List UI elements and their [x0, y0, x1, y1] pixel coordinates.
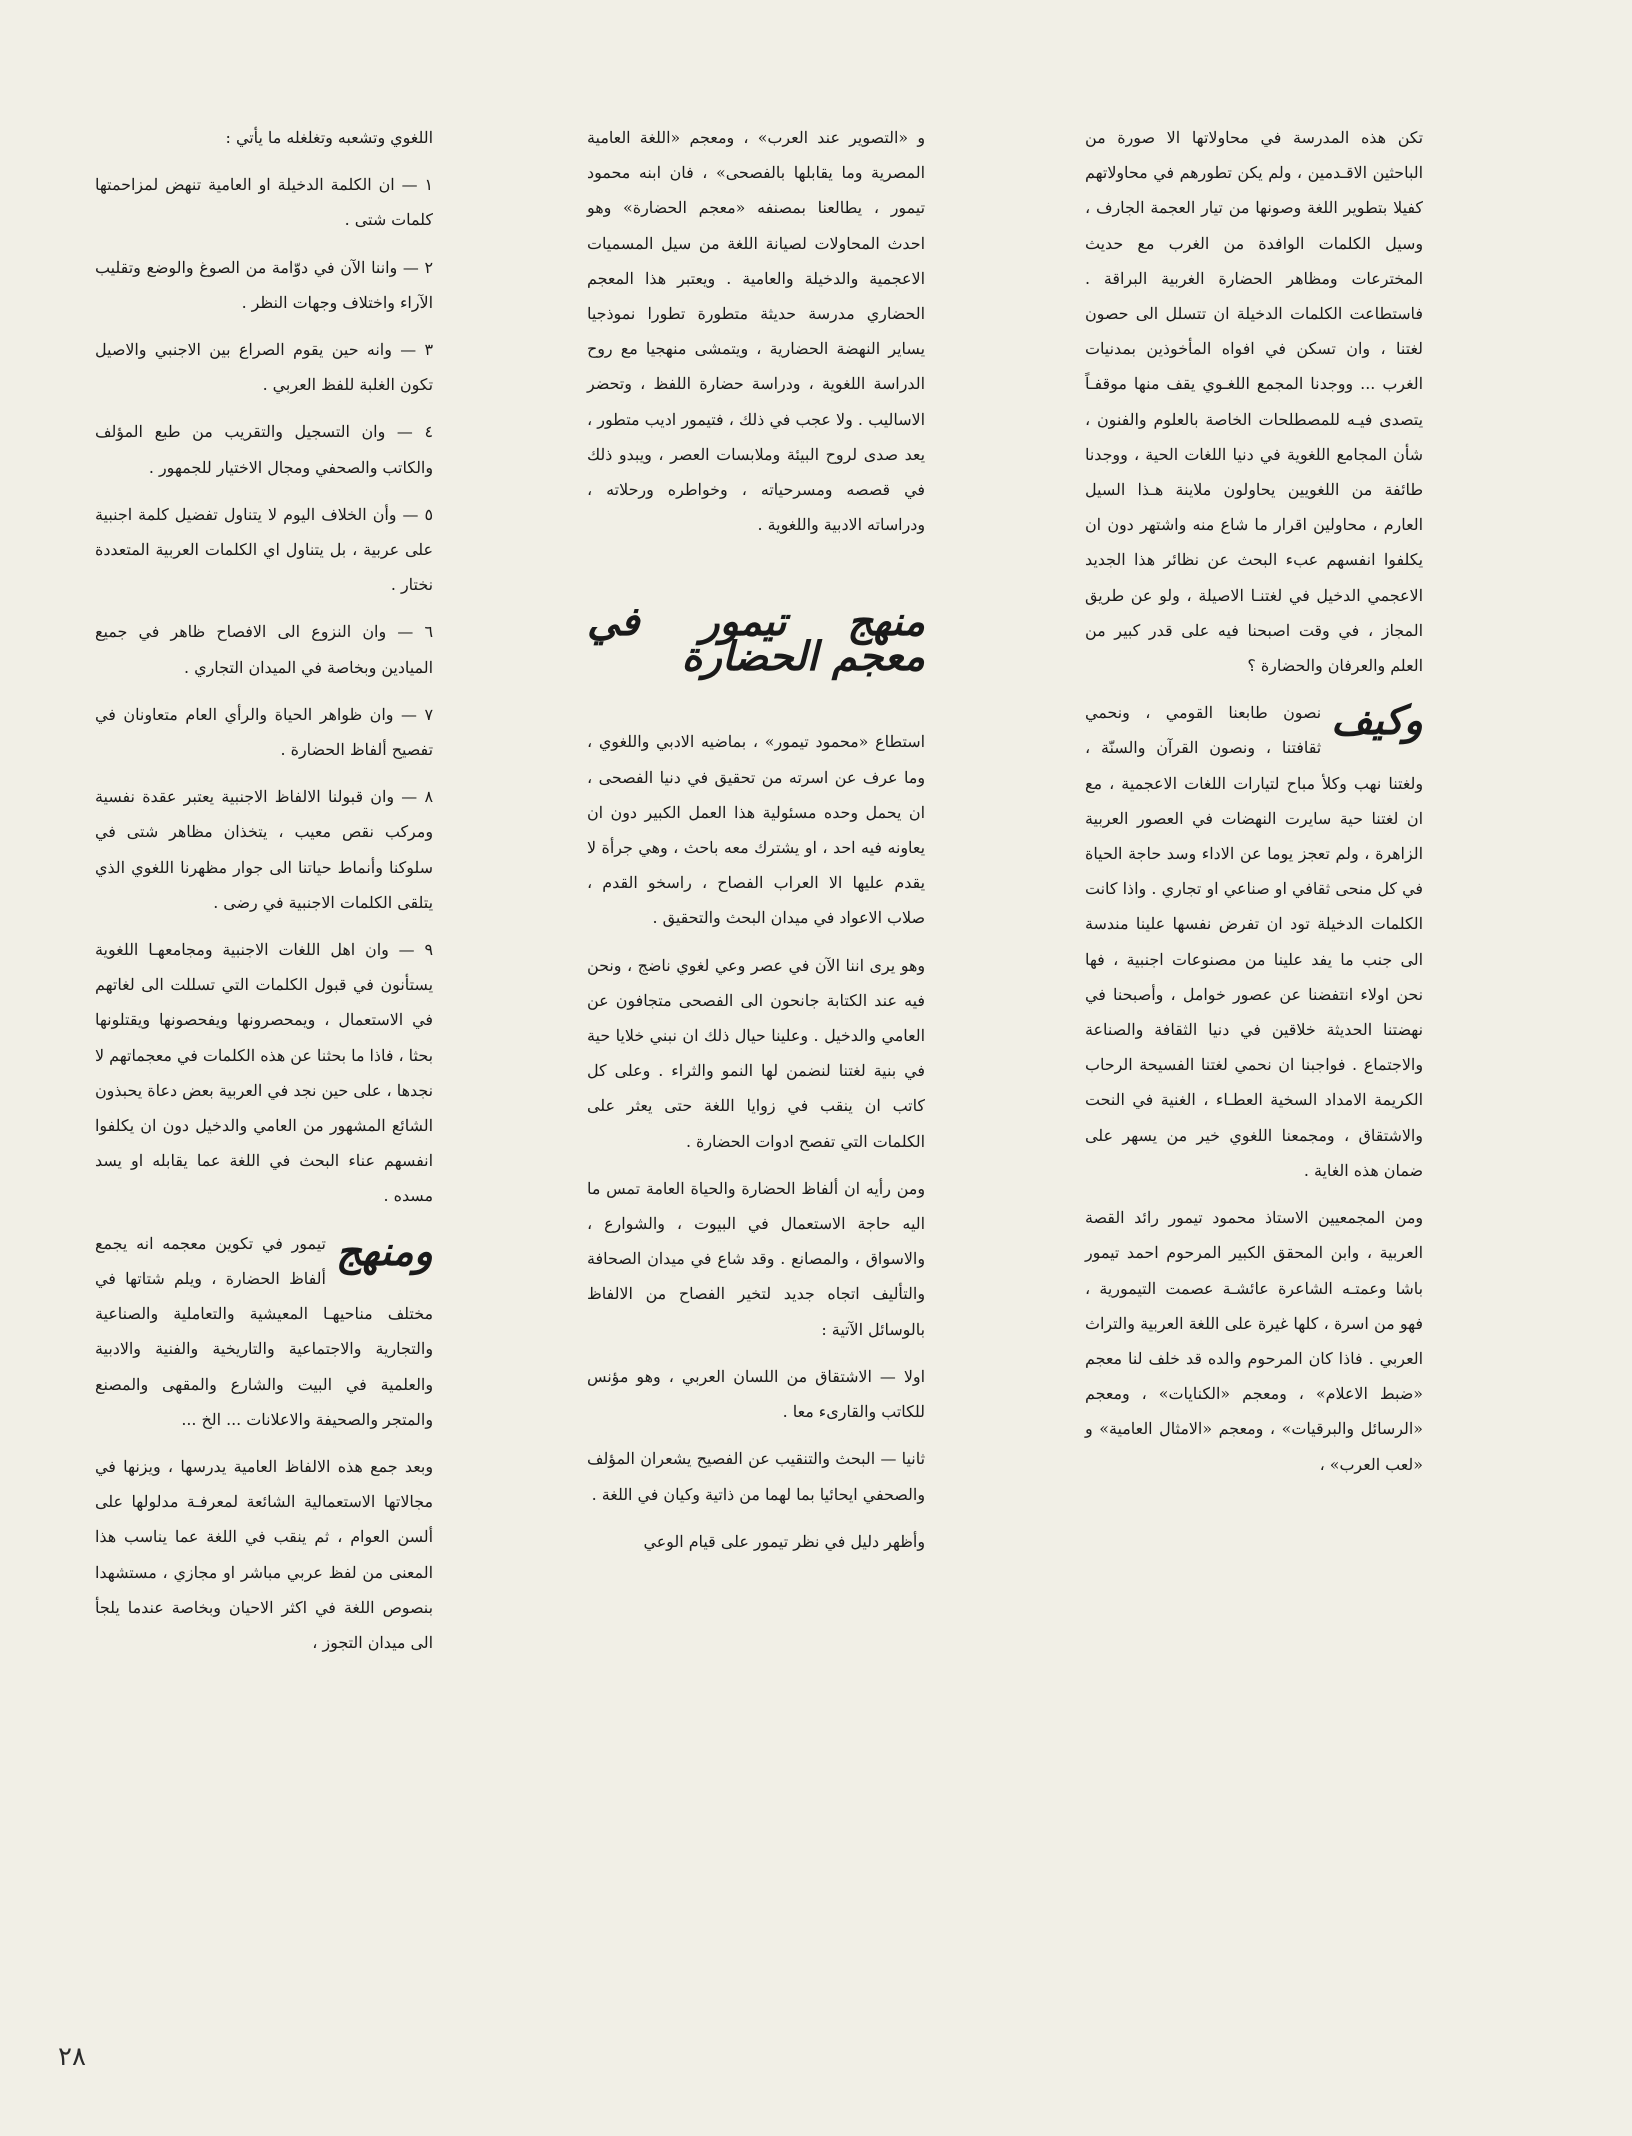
list-item: ٣ — وانه حين يقوم الصراع بين الاجنبي والاصيل تكون الغلبة للفظ العربي .: [95, 340, 433, 395]
list-item: ٧ — وان ظواهر الحياة والرأي العام متعاونان في تفصيح ألفاظ الحضارة .: [95, 704, 433, 760]
paragraph: استطاع «محمود تيمور» ، بماضيه الادبي واللغوي ، وما عرف عن اسرته من تحقيق في دنيا الفصحى ، ان يحمل وحده مسئولية هذا العمل الكبير دون ان يعاونه فيه احد ، او يشترك معه باحث ، وهي جرأة لا يقدم عليها الا العراب الفصاح ، راسخو القدم ، صلاب الاعواد في ميدان البحث والتحقيق .: [587, 732, 925, 928]
paragraph: [95, 1226, 433, 1437]
paragraph: ومن المجمعيين الاستاذ محمود تيمور رائد القصة العربية ، وابن المحقق الكبير المرحوم احمد تيمور باشا وعمتـه الشاعرة عائشـة عصمت التيمورية ، فهو من اسرة ، كلها غيرة على اللغة العربية والتراث العربي . فاذا كان المرحوم والده قد خلف لنا معجم «ضبط الاعلام» ، ومعجم «الكنايات» ، ومعجم «الرسائل والبرقيات» ، ومعجم «الامثال العامية» و «لعب العرب» ،: [1085, 1208, 1423, 1474]
paragraph: اولا — الاشتقاق من اللسان العربي ، وهو مؤنس للكاتب والقارىء معا .: [587, 1366, 925, 1422]
middle-column: [587, 120, 925, 1559]
section-heading: منهج تيمور في معجم الحضارة: [587, 598, 925, 681]
paragraph: وهو يرى اننا الآن في عصر وعي لغوي ناضج ، ونحن فيه عند الكتابة جانحون الى الفصحى متجافون عن العامي والدخيل . وعلينا حيال ذلك ان نبني خلايا حية في بنية لغتنا لنضمن لها النمو والثراء . وعلى كل كاتب ان ينقب في زوايا اللغة حتى يعثر على الكلمات التي تفصح ادوات الحضارة .: [587, 955, 925, 1151]
paragraph-text: تيمور في تكوين معجمه انه يجمع ألفاظ الحضارة ، ويلم شتاتها في مختلف مناحيهـا المعيشية والتعاملية والصناعية والتجارية والاجتماعية والتاريخية والفنية والادبية والعلمية في البيت والشارع والمقهى والمصنع والمتجر والصحيفة والاعلانات ... الخ ...: [95, 1233, 433, 1429]
paragraph-text: نصون طابعنا القومي ، ونحمي ثقافتنا ، ونصون القرآن والسنّة ، ولغتنا نهب وكلأ مباح لتيارات اللغات الاعجمية ، مع ان لغتنا حية سايرت النهضات في العصور العربية الزاهرة ، ولم تعجز يوما عن الاداء وسد حاجة الحياة في كل منحى ثقافي او صناعي او تجاري . واذا كانت الكلمات الدخيلة تود ان تفرض نفسها علينا مندسة الى جنب ما يفد علينا من مصنوعات اجنبية ، فها نحن اولاء انتفضنا عن عصور خوامل ، وأصبحنا في نهضتنا الحديثة خلاقين في دنيا الثقافة والصناعة والاجتماع . فواجبنا ان نحمي لغتنا الفسيحة الرحاب الكريمة الامداد السخية العطـاء ، الغنية في النحت والاشتقاق ، ومجمعنا اللغوي خير من يسهر على ضمان هذه الغاية .: [1085, 703, 1423, 1180]
page-number: ٢٨: [58, 2042, 86, 2072]
list-item: ٩ — وان اهل اللغات الاجنبية ومجامعهـا اللغوية يستأنون في قبول الكلمات التي تسللت الى لغاتهم في الاستعمال ، ويمحصرونها ويفحصونها ويقتلونها بحثا ، فاذا ما بحثنا عن هذه الكلمات في معجماتهم لا نجدها ، على حين نجد في العربية بعض دعاة يحبذون الشائع المشهور من العامي والدخيل دون ان يكلفوا انفسهم عناء البحث في اللغة عما يقابله او يسد مسده .: [95, 940, 433, 1206]
decorative-dropword: وكيف: [1331, 697, 1423, 745]
list-item: ١ — ان الكلمة الدخيلة او العامية تنهض لمزاحمتها كلمات شتى .: [95, 175, 433, 230]
paragraph: و «التصوير عند العرب» ، ومعجم «اللغة العامية المصرية وما يقابلها بالفصحى» ، فان ابنه محمود تيمور ، يطالعنا بمصنفه «معجم الحضارة» وهو احدث المحاولات لصيانة اللغة من سيل المسميات الاعجمية والدخيلة والعامية . ويعتبر هذا المعجم الحضاري مدرسة حديثة متطورة تطورا نموذجيا يساير النهضة الحضارية ، ويتمشى منهجيا مع روح الدراسة اللغوية ، ودراسة حضارة اللفظ ، وتحضر الاساليب . ولا عجب في ذلك ، فتيمور اديب متطور ، يعد صدى لروح البيئة وملابسات العصر ، ويبدو ذلك في قصصه ومسرحياته ، وخواطره ورحلاته ، ودراساته الادبية واللغوية .: [587, 128, 925, 535]
list-item: ٨ — وان قبولنا الالفاظ الاجنبية يعتبر عقدة نفسية ومركب نقص معيب ، يتخذان مظاهر شتى في سلوكنا وأنماط حياتنا الى جوار مظهرنا اللغوي الذي يتلقى الكلمات الاجنبية في رضى .: [95, 787, 433, 912]
list-item: ٢ — واننا الآن في دوّامة من الصوغ والوضع وتقليب الآراء واختلاف وجهات النظر .: [95, 257, 433, 312]
paragraph: [1085, 695, 1423, 1188]
left-column: [95, 120, 433, 1660]
list-item: ٤ — وان التسجيل والتقريب من طبع المؤلف والكاتب والصحفي ومجال الاختيار للجمهور .: [95, 422, 433, 477]
paragraph: وبعد جمع هذه الالفاظ العامية يدرسها ، ويزنها في مجالاتها الاستعمالية الشائعة لمعرفـة مدلولها على ألسن العوام ، ثم ينقب في اللغة عما يناسب هذا المعنى من لفظ عربي مباشر او مجازي ، مستشهدا بنصوص اللغة في اكثر الاحيان وبخاصة عندما يلجأ الى ميدان التجوز ،: [95, 1456, 433, 1652]
list-item: ٥ — وأن الخلاف اليوم لا يتناول تفضيل كلمة اجنبية على عربية ، بل يتناول اي الكلمات العربية المتعددة نختار .: [95, 504, 433, 595]
paragraph: اللغوي وتشعبه وتغلغله ما يأتي :: [225, 128, 433, 147]
paragraph: ومن رأيه ان ألفاظ الحضارة والحياة العامة تمس ما اليه حاجة الاستعمال في البيوت ، والشوارع ، والاسواق ، والمصانع . وقد شاع في ميدان الصحافة والتأليف اتجاه جديد لتخير الفصاح من الالفاظ بالوسائل الآتية :: [587, 1178, 925, 1339]
paragraph: ثانيا — البحث والتنقيب عن الفصيح يشعران المؤلف والصحفي ايحائيا بما لهما من ذاتية وكيان في اللغة .: [587, 1449, 925, 1504]
decorative-dropword: ومنهج: [335, 1227, 433, 1275]
list-item: ٦ — وان النزوع الى الافصاح ظاهر في جميع الميادين وبخاصة في الميدان التجاري .: [95, 622, 433, 677]
right-column: [1085, 120, 1423, 1482]
paragraph: تكن هذه المدرسة في محاولاتها الا صورة من الباحثين الاقـدمين ، ولم يكن تطورهم في محاولاتهم كفيلا بتطوير اللغة وصونها من تيار العجمة الجارف ، وسيل الكلمات الوافدة من الغرب مع حديث المخترعات ومظاهر الحضارة الغربية البراقة . فاستطاعت الكلمات الدخيلة ان تتسلل الى حصون لغتنا ، وان تسكن في افواه المأخوذين بمدنيات الغرب ... ووجدنا المجمع اللغـوي يقف منها موقفـاً يتصدى فيـه للمصطلحات الخاصة بالعلوم والفنون ، شأن المجامع اللغوية في دنيا اللغات الحية ، ووجدنا طائفة من اللغويين يحاولون ملاينة هـذا السيل العارم ، محاولين اقرار ما شاع منه واشتهر دون ان يكلفوا انفسهم عبء البحث عن نظائر هذا الجديد الاعجمي الدخيل في لغتنـا الاصيلة ، ولو عن طريق المجاز ، في وقت اصبحنا فيه على قدر كبير من العلم والعرفان والحضارة ؟: [1085, 128, 1423, 676]
paragraph: وأظهر دليل في نظر تيمور على قيام الوعي: [643, 1531, 925, 1551]
